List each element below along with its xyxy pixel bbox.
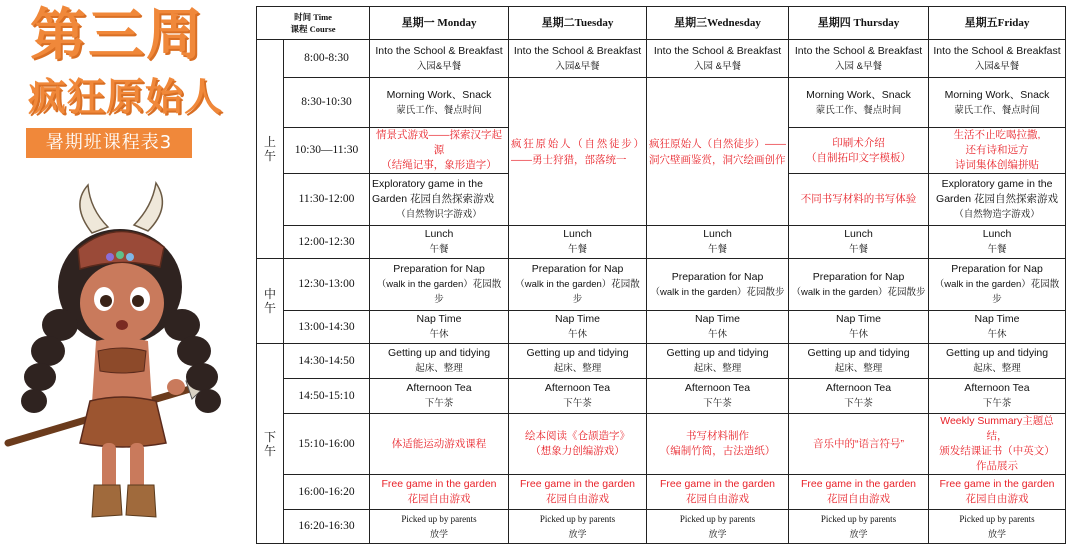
activity-cell: Nap Time 午休	[789, 311, 929, 344]
activity-cell: Free game in the garden 花园自由游戏	[929, 475, 1066, 510]
activity-cell: 书写材料制作 （编制竹简，古法造纸）	[647, 414, 789, 475]
activity-cell: Free game in the garden 花园自由游戏	[509, 475, 647, 510]
activity-cell: Exploratory game in the Garden 花园自然探索游戏 （自然物识字游戏）	[370, 174, 509, 226]
activity-cell: Afternoon Tea 下午茶	[509, 379, 647, 414]
activity-cell: Morning Work、Snack 蒙氏工作、餐点时间	[370, 78, 509, 128]
table-row	[257, 226, 1066, 259]
week-title: 第三周	[30, 3, 204, 68]
time-slot: 8:00-8:30	[284, 40, 370, 78]
activity-cell: Into the School & Breakfast 入园&早餐	[370, 40, 509, 78]
header-row	[257, 7, 1066, 40]
time-slot: 8:30-10:30	[284, 78, 370, 128]
day-header-friday: 星期五Friday	[929, 7, 1066, 40]
activity-cell: 印刷术介绍 （自制拓印文字模板）	[789, 128, 929, 174]
day-header-monday: 星期一 Monday	[370, 7, 509, 40]
activity-cell: Preparation for Nap （walk in the garden）花园散步	[929, 259, 1066, 311]
activity-cell: Picked up by parents 放学	[647, 510, 789, 544]
activity-cell: Nap Time 午休	[370, 311, 509, 344]
activity-cell: Afternoon Tea 下午茶	[929, 379, 1066, 414]
activity-cell: Preparation for Nap （walk in the garden）花园散步	[370, 259, 509, 311]
theme-title: 疯狂原始人	[28, 75, 224, 119]
activity-cell: Free game in the garden 花园自由游戏	[647, 475, 789, 510]
activity-cell: Morning Work、Snack 蒙氏工作、餐点时间	[929, 78, 1066, 128]
table-row	[257, 259, 1066, 311]
table-row	[257, 379, 1066, 414]
activity-cell: Getting up and tidying 起床、整理	[647, 344, 789, 379]
header-corner	[257, 7, 370, 40]
activity-cell: Picked up by parents 放学	[929, 510, 1066, 544]
activity-cell: Exploratory game in the Garden 花园自然探索游戏 （自然物造字游戏）	[929, 174, 1066, 226]
activity-cell: 生活不止吃喝拉撒, 还有诗和远方 诗词集体创编拼贴	[929, 128, 1066, 174]
table-row	[257, 510, 1066, 544]
activity-cell: Into the School & Breakfast 入园 &早餐	[789, 40, 929, 78]
time-slot: 11:30-12:00	[284, 174, 370, 226]
table-row	[257, 475, 1066, 510]
activity-cell: Afternoon Tea 下午茶	[647, 379, 789, 414]
table-row	[257, 414, 1066, 475]
schedule-table	[256, 6, 1066, 544]
table-row	[257, 40, 1066, 78]
table-row	[257, 344, 1066, 379]
activity-cell: Picked up by parents 放学	[789, 510, 929, 544]
time-slot: 14:30-14:50	[284, 344, 370, 379]
activity-cell: Free game in the garden 花园自由游戏	[370, 475, 509, 510]
activity-cell: Into the School & Breakfast 入园&早餐	[929, 40, 1066, 78]
activity-cell: Lunch 午餐	[647, 226, 789, 259]
time-slot: 12:30-13:00	[284, 259, 370, 311]
activity-cell: 音乐中的“语言符号”	[789, 414, 929, 475]
time-slot: 14:50-15:10	[284, 379, 370, 414]
corner-time-label: 时间 Time	[294, 12, 332, 22]
activity-cell: 不同书写材料的书写体验	[789, 174, 929, 226]
activity-cell: Into the School & Breakfast 入园 &早餐	[647, 40, 789, 78]
activity-cell: Into the School & Breakfast 入园&早餐	[509, 40, 647, 78]
period-morning: 上 午	[257, 40, 284, 259]
period-afternoon: 下 午	[257, 344, 284, 544]
activity-cell: Afternoon Tea 下午茶	[370, 379, 509, 414]
activity-cell: Getting up and tidying 起床、整理	[509, 344, 647, 379]
day-header-wednesday: 星期三Wednesday	[647, 7, 789, 40]
time-slot: 12:00-12:30	[284, 226, 370, 259]
day-header-thursday: 星期四 Thursday	[789, 7, 929, 40]
schedule-banner: 暑期班课程表3	[26, 128, 192, 158]
activity-cell: Lunch 午餐	[789, 226, 929, 259]
activity-cell: Preparation for Nap （walk in the garden）花园散步	[789, 259, 929, 311]
activity-cell: Lunch 午餐	[370, 226, 509, 259]
activity-cell: Picked up by parents 放学	[370, 510, 509, 544]
time-slot: 16:00-16:20	[284, 475, 370, 510]
activity-cell: Nap Time 午休	[509, 311, 647, 344]
period-noon: 中 午	[257, 259, 284, 344]
activity-cell: Afternoon Tea 下午茶	[789, 379, 929, 414]
activity-cell: Lunch 午餐	[509, 226, 647, 259]
activity-cell: Getting up and tidying 起床、整理	[789, 344, 929, 379]
day-header-tuesday: 星期二Tuesday	[509, 7, 647, 40]
activity-cell: Preparation for Nap （walk in the garden）花园散步	[509, 259, 647, 311]
cavegirl-illustration	[0, 175, 250, 547]
activity-cell: Picked up by parents 放学	[509, 510, 647, 544]
activity-cell: Free game in the garden 花园自由游戏	[789, 475, 929, 510]
time-slot: 15:10-16:00	[284, 414, 370, 475]
time-slot: 16:20-16:30	[284, 510, 370, 544]
wednesday-merged-activity: 疯狂原始人（自然徒步）——洞穴壁画鉴赏，洞穴绘画创作	[647, 78, 789, 226]
activity-cell: Morning Work、Snack 蒙氏工作、餐点时间	[789, 78, 929, 128]
corner-course-label: 课程 Course	[290, 24, 336, 34]
time-slot: 10:30—11:30	[284, 128, 370, 174]
activity-cell: Lunch 午餐	[929, 226, 1066, 259]
tuesday-merged-activity: 疯狂原始人（自然徒步）——勇士狩猎，部落统一	[509, 78, 647, 226]
poster-panel	[0, 0, 250, 550]
table-row	[257, 78, 1066, 128]
activity-cell: Nap Time 午休	[929, 311, 1066, 344]
activity-cell: Weekly Summary主题总结， 颁发结课证书（中英文） 作品展示	[929, 414, 1066, 475]
activity-cell: Getting up and tidying 起床、整理	[370, 344, 509, 379]
activity-cell: Nap Time 午休	[647, 311, 789, 344]
activity-cell: Preparation for Nap （walk in the garden）花园散步	[647, 259, 789, 311]
activity-cell: 体适能运动游戏课程	[370, 414, 509, 475]
time-slot: 13:00-14:30	[284, 311, 370, 344]
table-row	[257, 311, 1066, 344]
activity-cell: 绘本阅读《仓颉造字》 （想象力创编游戏）	[509, 414, 647, 475]
activity-cell: 情景式游戏——探索汉字起源 （结绳记事，象形造字）	[370, 128, 509, 174]
activity-cell: Getting up and tidying 起床、整理	[929, 344, 1066, 379]
